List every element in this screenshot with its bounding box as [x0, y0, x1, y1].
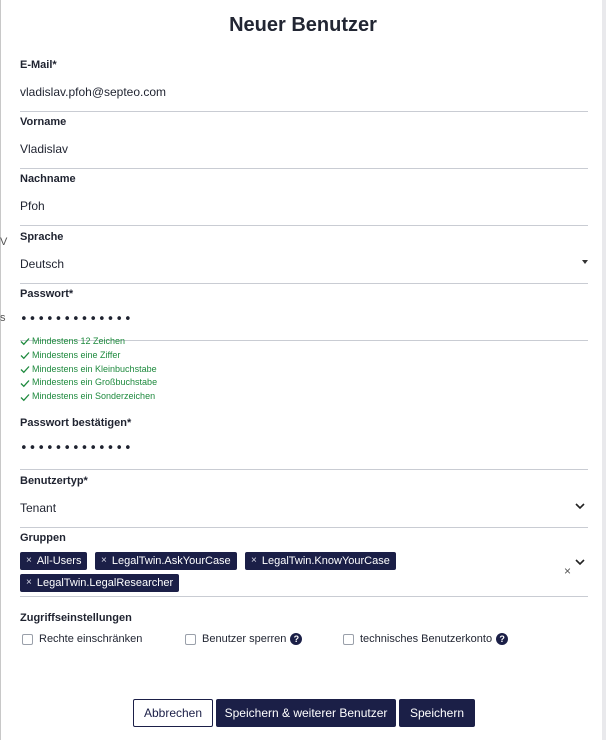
- checkbox-icon[interactable]: [343, 634, 354, 645]
- password-confirm-field-group: [20, 416, 588, 470]
- help-icon[interactable]: ?: [290, 633, 302, 645]
- scrollbar-track[interactable]: [602, 0, 606, 740]
- firstname-label: Vorname: [20, 116, 67, 128]
- password-rule-text: Mindestens ein Großbuchstabe: [32, 377, 158, 388]
- password-rule: [20, 349, 157, 363]
- user-type-label: Benutzertyp*: [20, 475, 88, 487]
- check-icon: [20, 351, 30, 360]
- background-text-fragment: s: [0, 312, 6, 324]
- remove-chip-icon[interactable]: ×: [26, 555, 32, 566]
- password-value: •••••••••••••: [20, 312, 133, 327]
- groups-multiselect[interactable]: [20, 552, 588, 597]
- access-settings-group: [20, 611, 588, 625]
- chevron-down-icon: [574, 500, 586, 512]
- remove-chip-icon[interactable]: ×: [26, 577, 32, 588]
- background-text-fragment: V: [0, 236, 8, 248]
- clear-icon[interactable]: ×: [563, 564, 571, 578]
- password-confirm-label: Passwort bestätigen*: [20, 417, 132, 429]
- save-and-new-button[interactable]: Speichern & weiterer Benutzer: [216, 699, 396, 727]
- check-icon: [20, 379, 30, 388]
- help-icon[interactable]: ?: [496, 633, 508, 645]
- language-field-group: [20, 230, 588, 284]
- email-field[interactable]: [20, 82, 588, 112]
- check-icon: [20, 337, 30, 346]
- group-chip-label: LegalTwin.LegalResearcher: [36, 577, 174, 589]
- password-rule: [20, 363, 157, 377]
- chevron-down-icon[interactable]: [574, 556, 586, 568]
- language-select[interactable]: [20, 254, 588, 284]
- caret-down-icon: [582, 260, 588, 264]
- email-value: vladislav.pfoh@septeo.com: [20, 85, 167, 99]
- group-chip-label: All-Users: [36, 555, 82, 567]
- group-chip: [20, 552, 87, 570]
- restrict-rights-checkbox[interactable]: [22, 631, 142, 647]
- checkbox-label: Benutzer sperren: [202, 633, 287, 645]
- password-rule-text: Mindestens eine Ziffer: [32, 349, 121, 360]
- password-rule: [20, 335, 157, 349]
- password-confirm-value: •••••••••••••: [20, 441, 133, 456]
- language-label: Sprache: [20, 231, 64, 243]
- password-field-group: [20, 287, 588, 341]
- lastname-label: Nachname: [20, 173, 76, 185]
- remove-chip-icon[interactable]: ×: [101, 555, 107, 566]
- groups-label: Gruppen: [20, 532, 66, 544]
- firstname-value: Vladislav: [20, 142, 69, 156]
- password-rule-text: Mindestens 12 Zeichen: [32, 336, 126, 346]
- check-icon: [20, 365, 30, 374]
- check-icon: [20, 393, 30, 402]
- firstname-field-group: [20, 115, 588, 169]
- email-field-group: [20, 58, 588, 112]
- group-chip: [245, 552, 396, 570]
- password-rules: [20, 335, 157, 404]
- technical-account-checkbox[interactable]: [343, 631, 508, 647]
- group-chip: [20, 574, 179, 592]
- access-settings-label: Zugriffseinstellungen: [20, 612, 132, 624]
- password-rule: [20, 390, 157, 404]
- dialog-title: Neuer Benutzer: [229, 14, 377, 36]
- lastname-field[interactable]: [20, 196, 588, 226]
- checkbox-label: Rechte einschränken: [39, 633, 143, 645]
- lastname-field-group: [20, 172, 588, 226]
- remove-chip-icon[interactable]: ×: [251, 555, 257, 566]
- language-value: Deutsch: [20, 257, 65, 271]
- checkbox-icon[interactable]: [185, 634, 196, 645]
- cancel-button[interactable]: Abbrechen: [133, 699, 213, 727]
- checkbox-label: technisches Benutzerkonto: [360, 633, 493, 645]
- groups-field-group: [20, 531, 588, 545]
- lastname-value: Pfoh: [20, 199, 45, 213]
- user-type-value: Tenant: [20, 501, 57, 515]
- user-type-select[interactable]: [20, 498, 588, 528]
- checkbox-icon[interactable]: [22, 634, 33, 645]
- lock-user-checkbox[interactable]: [185, 631, 302, 647]
- firstname-field[interactable]: [20, 139, 588, 169]
- group-chip-label: LegalTwin.AskYourCase: [111, 555, 231, 567]
- save-button[interactable]: Speichern: [399, 699, 475, 727]
- password-label: Passwort*: [20, 288, 74, 300]
- password-rule: [20, 376, 157, 390]
- user-type-field-group: [20, 474, 588, 528]
- password-rule-text: Mindestens ein Kleinbuchstabe: [32, 363, 157, 374]
- password-rule-text: Mindestens ein Sonderzeichen: [32, 391, 156, 402]
- password-confirm-field[interactable]: [20, 440, 588, 470]
- group-chip-label: LegalTwin.KnowYourCase: [261, 555, 390, 567]
- group-chip: [95, 552, 237, 570]
- email-label: E-Mail*: [20, 59, 57, 71]
